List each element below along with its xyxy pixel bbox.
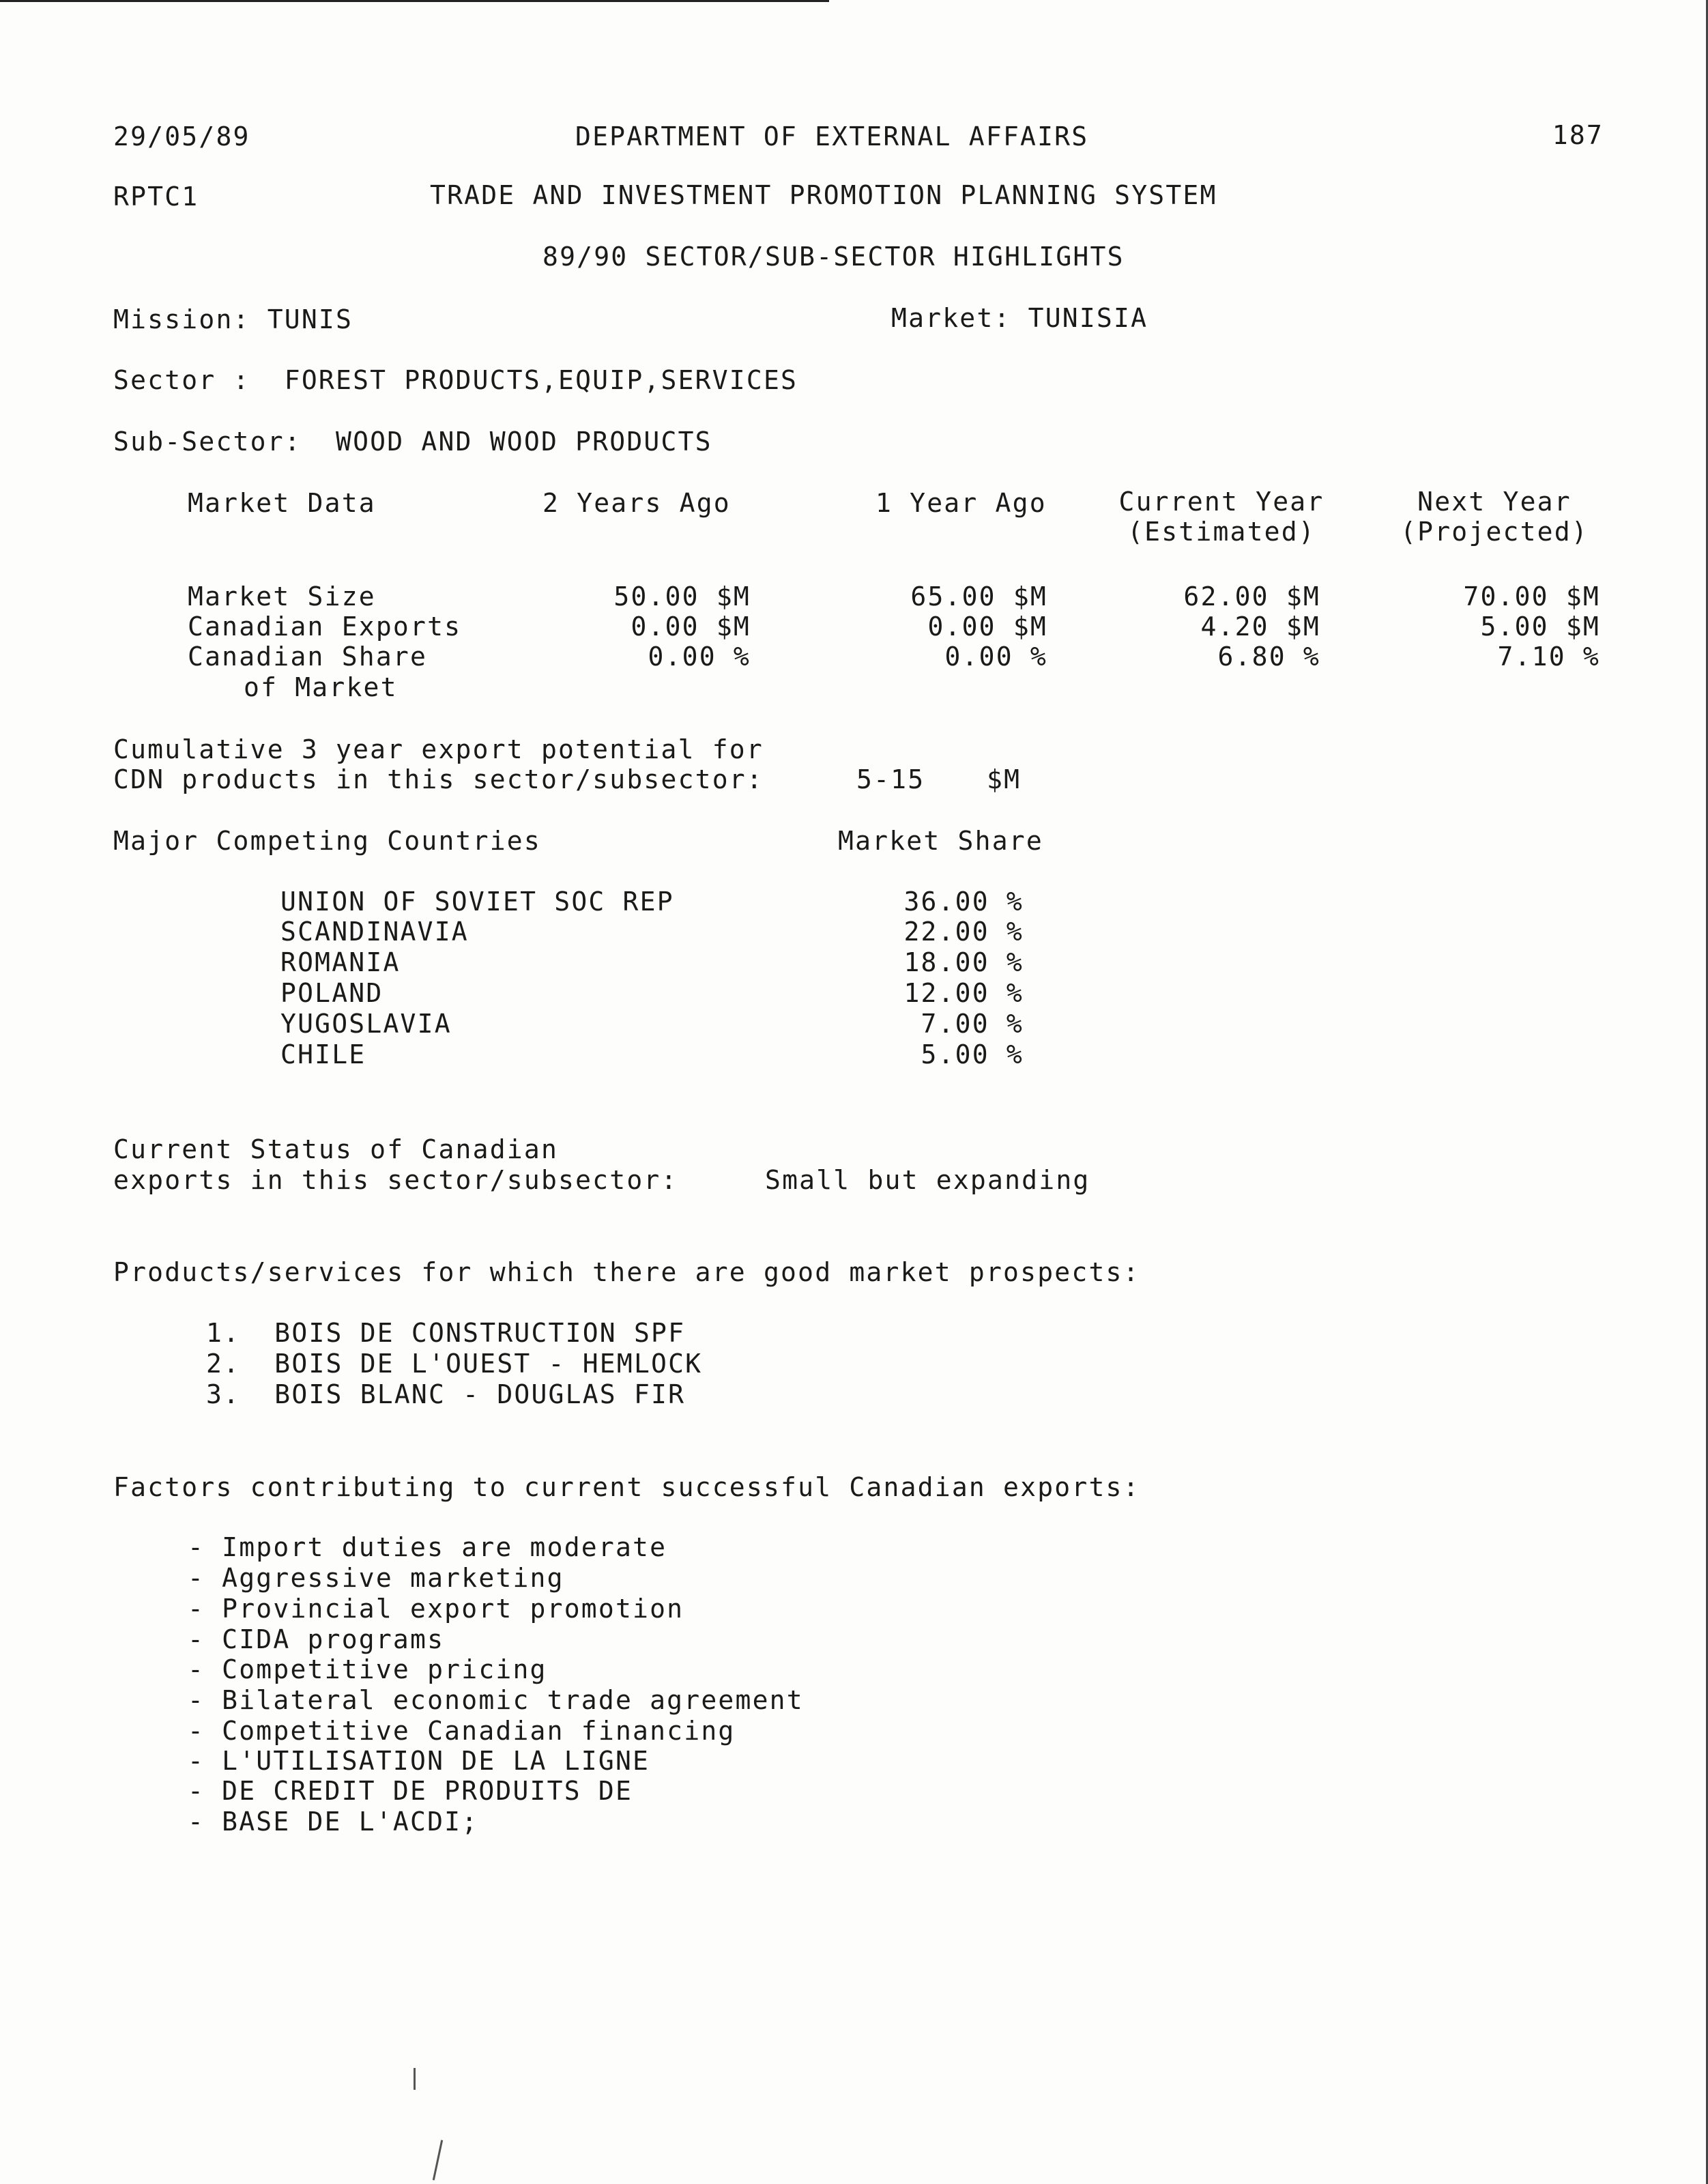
market-share-heading: Market Share [838, 826, 1043, 856]
cumulative-line-2: CDN products in this sector/subsector: [113, 764, 764, 794]
cell-2-years-ago: 50.00 $M [613, 581, 751, 612]
sector: Sector : FOREST PRODUCTS,EQUIP,SERVICES [113, 365, 798, 395]
report-date: 29/05/89 [113, 121, 250, 152]
list-item: - Import duties are moderate [188, 1532, 667, 1562]
cell-current-year: 6.80 % [1217, 642, 1320, 672]
factors-heading: Factors contributing to current successful Canadian exports: [113, 1472, 1140, 1502]
cell-next-year: 7.10 % [1497, 642, 1600, 672]
col-2-years-ago: 2 Years Ago [542, 488, 731, 518]
col-1-year-ago: 1 Year Ago [875, 488, 1047, 518]
status-value: Small but expanding [765, 1165, 1090, 1195]
list-item: - BASE DE L'ACDI; [188, 1807, 479, 1837]
cell-1-year-ago: 0.00 $M [927, 612, 1047, 642]
col-market-data: Market Data [188, 488, 376, 518]
competitor-share: 5.00 % [921, 1039, 1024, 1069]
row-label: Market Size [188, 581, 376, 612]
competitor-country: ROMANIA [280, 947, 401, 977]
list-item: - Aggressive marketing [188, 1563, 564, 1593]
competitor-share: 36.00 % [903, 887, 1024, 917]
scan-mark [414, 2068, 416, 2090]
report-code: RPTC1 [113, 182, 199, 212]
competitor-country: YUGOSLAVIA [280, 1009, 452, 1039]
list-item: - Provincial export promotion [188, 1594, 684, 1624]
cell-2-years-ago: 0.00 % [648, 642, 751, 672]
row-label: Canadian Exports [188, 612, 462, 642]
competitor-country: UNION OF SOVIET SOC REP [280, 887, 674, 917]
cell-next-year: 70.00 $M [1463, 581, 1600, 612]
row-label-continued: of Market [244, 672, 398, 702]
mission: Mission: TUNIS [113, 304, 353, 334]
col-current-year: Current Year [1118, 487, 1325, 517]
status-line-1: Current Status of Canadian [113, 1134, 559, 1164]
cell-1-year-ago: 65.00 $M [910, 581, 1047, 612]
cell-1-year-ago: 0.00 % [944, 642, 1047, 672]
competitor-share: 22.00 % [903, 917, 1024, 947]
row-label: Canadian Share [188, 642, 428, 672]
list-item: - DE CREDIT DE PRODUITS DE [188, 1776, 633, 1806]
system-name: TRADE AND INVESTMENT PROMOTION PLANNING SYSTEM [430, 180, 1217, 210]
list-item: 3. BOIS BLANC - DOUGLAS FIR [206, 1379, 686, 1409]
market: Market: TUNISIA [891, 303, 1148, 333]
competitor-share: 12.00 % [903, 978, 1024, 1008]
cell-2-years-ago: 0.00 $M [631, 612, 751, 642]
page-top-edge [0, 0, 829, 2]
list-item: 1. BOIS DE CONSTRUCTION SPF [206, 1318, 686, 1348]
scan-mark [433, 2140, 443, 2180]
cell-current-year: 4.20 $M [1200, 612, 1320, 642]
sub-sector: Sub-Sector: WOOD AND WOOD PRODUCTS [113, 427, 712, 457]
cell-current-year: 62.00 $M [1183, 581, 1320, 612]
col-next-year: Next Year [1417, 487, 1572, 517]
col-current-year-estimated: (Estimated) [1127, 517, 1316, 547]
cumulative-line-1: Cumulative 3 year export potential for [113, 734, 764, 764]
list-item: - Competitive Canadian financing [188, 1716, 736, 1746]
list-item: - Bilateral economic trade agreement [188, 1685, 804, 1715]
department-name: DEPARTMENT OF EXTERNAL AFFAIRS [575, 121, 1089, 152]
report-title: 89/90 SECTOR/SUB-SECTOR HIGHLIGHTS [542, 242, 1125, 272]
list-item: - CIDA programs [188, 1624, 445, 1654]
competitors-heading: Major Competing Countries [113, 826, 541, 856]
status-line-2: exports in this sector/subsector: [113, 1165, 678, 1195]
cumulative-value: 5-15 [856, 764, 925, 794]
competitor-share: 18.00 % [903, 947, 1024, 977]
cell-next-year: 5.00 $M [1480, 612, 1600, 642]
list-item: - L'UTILISATION DE LA LIGNE [188, 1746, 650, 1776]
competitor-country: SCANDINAVIA [280, 917, 469, 947]
products-heading: Products/services for which there are good market prospects: [113, 1257, 1140, 1287]
cumulative-unit: $M [987, 764, 1022, 794]
list-item: 2. BOIS DE L'OUEST - HEMLOCK [206, 1349, 703, 1379]
competitor-share: 7.00 % [921, 1009, 1024, 1039]
col-next-year-projected: (Projected) [1400, 517, 1589, 547]
competitor-country: CHILE [280, 1039, 366, 1069]
competitor-country: POLAND [280, 978, 383, 1008]
page-number: 187 [1552, 120, 1604, 150]
list-item: - Competitive pricing [188, 1654, 547, 1684]
